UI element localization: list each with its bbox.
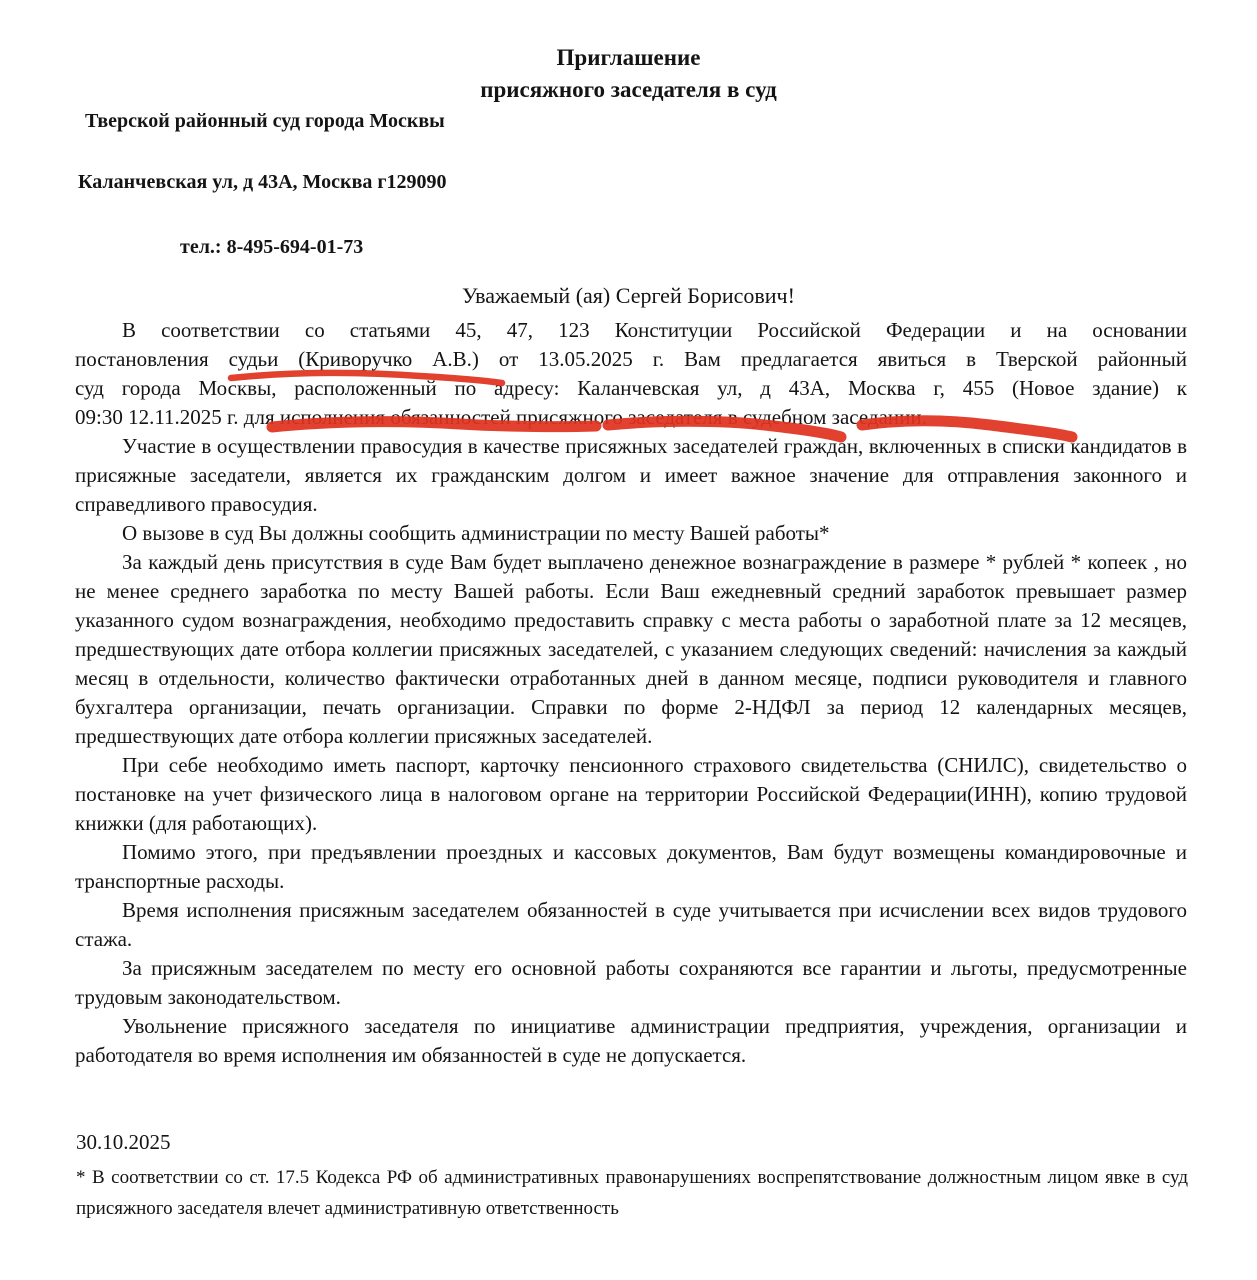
paragraph-civic-duty: Участие в осуществлении правосудия в качестве присяжных заседателей граждан, включенных в списки кандидатов в присяжные заседатели, является их гражданским долгом и имеет важное значение для отправления законного и справедливого правосудия. bbox=[75, 434, 1187, 516]
document-date: 30.10.2025 bbox=[76, 1130, 171, 1154]
summons-line-1: В соответствии со статьями 45, 47, 123 Конституции Российской Федерации и на основании bbox=[122, 318, 1187, 342]
summons-line-2: постановления судьи (Криворучко А.В.) от 13.05.2025 г. Вам предлагается явиться в Тверской районный bbox=[75, 347, 1187, 371]
summons-line-3: суд города Москвы, расположенный по адресу: Каланчевская ул, д 43А, Москва г, 455 (Новое здание) к bbox=[75, 376, 1187, 400]
paragraph-service-time: Время исполнения присяжным заседателем обязанностей в суде учитывается при исчислении всех видов трудового стажа. bbox=[75, 898, 1187, 951]
summons-line-4: 09:30 12.11.2025 г. для исполнения обязанностей присяжного заседателя в судебном заседании. bbox=[75, 405, 927, 429]
court-phone: тел.: 8-495-694-01-73 bbox=[180, 236, 364, 258]
paragraph-job-guarantees: За присяжным заседателем по месту его основной работы сохраняются все гарантии и льготы, предусмотренные трудовым законодательством. bbox=[75, 956, 1187, 1009]
paragraph-dismissal-ban: Увольнение присяжного заседателя по инициативе администрации предприятия, учреждения, организации и работодателя во время исполнения им обязанностей в суде не допускается. bbox=[75, 1014, 1187, 1067]
title-line-2: присяжного заседателя в суд bbox=[480, 77, 777, 102]
court-address: Каланчевская ул, д 43А, Москва г129090 bbox=[78, 171, 447, 193]
paragraph-summons bbox=[75, 316, 1187, 432]
greeting-line: Уважаемый (ая) Сергей Борисович! bbox=[462, 283, 795, 308]
paragraph-notify-employer: О вызове в суд Вы должны сообщить администрации по месту Вашей работы* bbox=[122, 521, 830, 545]
document-body bbox=[75, 316, 1187, 1070]
paragraph-travel-expenses: Помимо этого, при предъявлении проездных и кассовых документов, Вам будут возмещены командировочные и транспортные расходы. bbox=[75, 840, 1187, 893]
footnote-admin-liability: * В соответствии со ст. 17.5 Кодекса РФ об административных правонарушениях воспрепятствование должностным лицом явке в суд присяжного заседателя влечет административную ответственность bbox=[76, 1167, 1188, 1219]
document-title bbox=[0, 42, 1257, 106]
paragraph-compensation: За каждый день присутствия в суде Вам будет выплачено денежное вознаграждение в размере * рублей * копеек , но не менее среднего заработка по месту Вашей работы. Если Ваш ежедневный средний заработок превышает размер указанного судом вознаграждения, необходимо предоставить справку с места работы о заработной плате за 12 месяцев, предшествующих дате отбора коллегии присяжных заседателей, с указанием следующих сведений: начисления за каждый месяц в отдельности, количество фактически отработанных дней в данном месяце, подписи руководителя и главного бухгалтера организации, печать организации. Справки по форме 2-НДФЛ за период 12 календарных месяцев, предшествующих дате отбора коллегии присяжных заседателей. bbox=[75, 550, 1187, 748]
title-line-1: Приглашение bbox=[556, 45, 701, 70]
court-name: Тверской районный суд города Москвы bbox=[85, 110, 445, 132]
paragraph-documents-required: При себе необходимо иметь паспорт, карточку пенсионного страхового свидетельства (СНИЛС), свидетельство о постановке на учет физического лица в налоговом органе на территории Российской Федерации(ИНН), копию трудовой книжки (для работающих). bbox=[75, 753, 1187, 835]
